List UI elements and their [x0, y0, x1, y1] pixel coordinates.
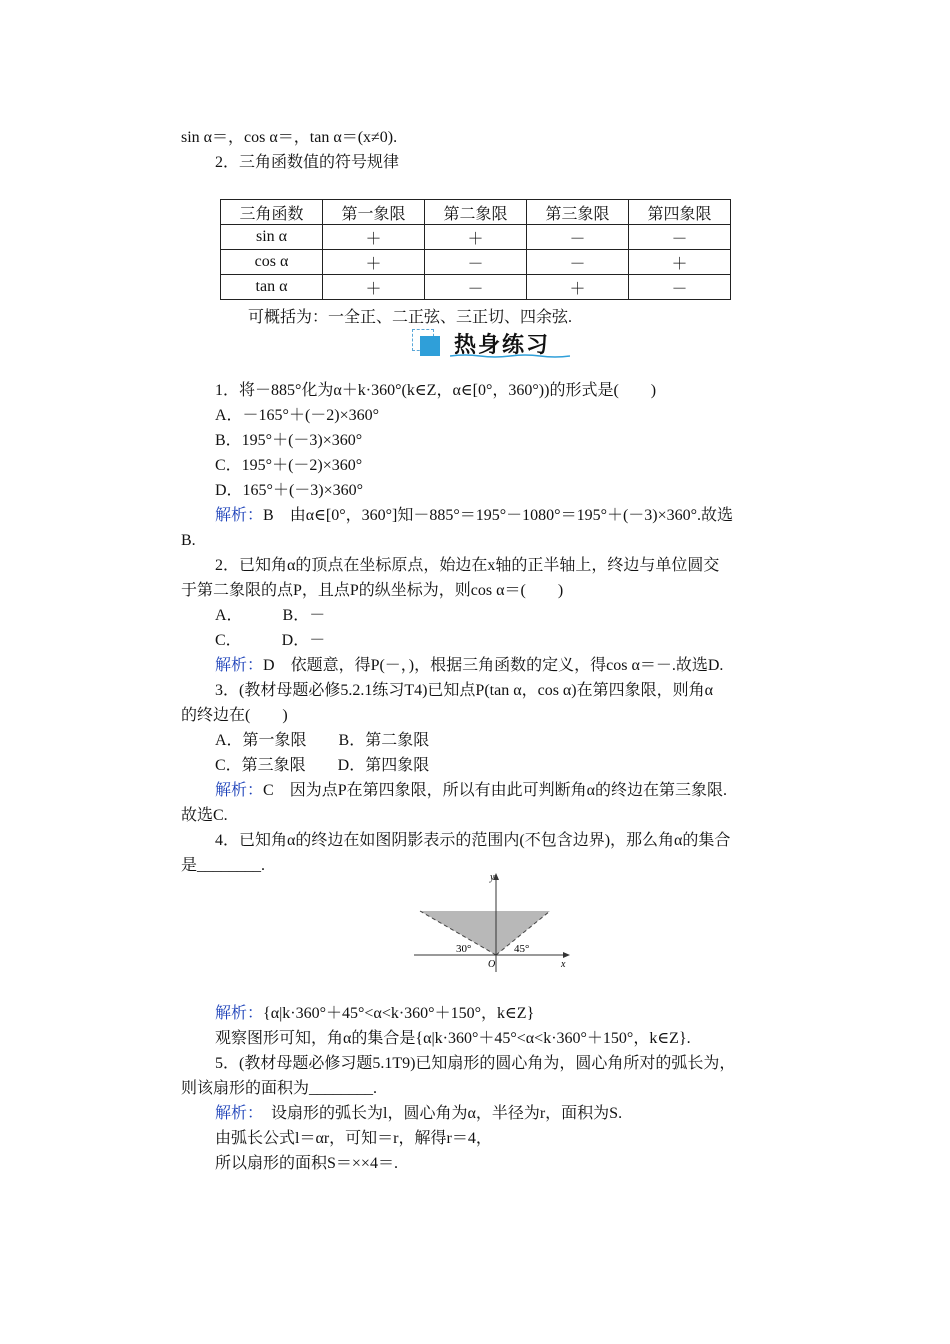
option: A．第一象限 B．第二象限	[215, 732, 430, 749]
table-cell: cos α	[221, 250, 323, 275]
question-3: 3．(教材母题必修5.2.1练习T4)已知点P(tan α，cos α)在第四象限，则角α	[215, 682, 714, 699]
answer-3-cont: 故选C.	[181, 807, 228, 824]
jiexi-label: 解析：	[215, 1005, 264, 1022]
banner-title: 热身练习	[454, 333, 551, 358]
answer-text: D 依题意，得P(－，)，根据三角函数的定义，得cos α＝－.故选D.	[263, 657, 724, 674]
angle-right-label: 45°	[514, 943, 530, 955]
table-cell: －	[527, 225, 629, 250]
table-row	[221, 225, 731, 250]
answer-4	[215, 1003, 534, 1025]
jiexi-label: 解析：	[215, 507, 264, 524]
answer-5-cont: 所以扇形的面积S＝××4＝.	[215, 1155, 398, 1172]
option: C．第三象限 D．第四象限	[215, 757, 430, 774]
jiexi-label: 解析：	[215, 782, 264, 799]
x-label: x	[561, 959, 566, 970]
table-header: 第一象限	[323, 200, 425, 225]
table-cell: －	[425, 275, 527, 300]
section-banner	[410, 328, 570, 358]
question-2: 2．已知角α的顶点在坐标原点，始边在x轴的正半轴上，终边与单位圆交	[215, 557, 720, 574]
answer-1-cont: B.	[181, 532, 196, 549]
option: C． D．－	[215, 632, 326, 649]
question-4: 4．已知角α的终边在如图阴影表示的范围内(不包含边界)，那么角α的集合	[215, 832, 731, 849]
sign-table	[220, 199, 731, 300]
answer-5	[215, 1103, 622, 1125]
banner-underline-icon	[450, 354, 570, 358]
answer-3	[215, 780, 727, 802]
option: A．－165°＋(－2)×360°	[215, 407, 380, 424]
table-header: 第四象限	[629, 200, 731, 225]
angle-figure	[410, 868, 580, 976]
section-heading: 2．三角函数值的符号规律	[215, 154, 400, 171]
table-cell: ＋	[323, 275, 425, 300]
table-cell: －	[425, 250, 527, 275]
x-arrow-icon	[563, 952, 570, 958]
table-cell: ＋	[527, 275, 629, 300]
jiexi-label: 解析：	[215, 1105, 256, 1122]
table-row	[221, 250, 731, 275]
table-cell: －	[527, 250, 629, 275]
y-label: y	[490, 872, 495, 883]
question-5: 5．(教材母题必修习题5.1T9)已知扇形的圆心角为，圆心角所对的弧长为，	[215, 1055, 736, 1072]
table-header: 第二象限	[425, 200, 527, 225]
angle-left-label: 30°	[456, 943, 472, 955]
option: C．195°＋(－2)×360°	[215, 457, 363, 474]
origin-label: O	[488, 959, 496, 970]
table-cell: ＋	[323, 225, 425, 250]
question-1: 1．将－885°化为α＋k·360°(k∈Z，α∈[0°，360°))的形式是( )	[215, 382, 657, 399]
question-4-cont: 是________.	[181, 857, 266, 874]
option: B．195°＋(－3)×360°	[215, 432, 363, 449]
table-cell: －	[629, 225, 731, 250]
answer-text: 设扇形的弧长为l，圆心角为α，半径为r，面积为S.	[255, 1105, 623, 1122]
question-3-cont: 的终边在( )	[181, 707, 288, 724]
table-cell: ＋	[323, 250, 425, 275]
table-header-row	[221, 200, 731, 225]
shaded-region	[420, 911, 550, 955]
summary-text: 可概括为：一全正、二正弦、三正切、四余弦.	[248, 309, 573, 326]
answer-2	[215, 655, 723, 677]
table-header: 三角函数	[221, 200, 323, 225]
table-cell: ＋	[629, 250, 731, 275]
answer-text: {α|k·360°＋45°<α<k·360°＋150°，k∈Z}	[263, 1005, 535, 1022]
option: D．165°＋(－3)×360°	[215, 482, 364, 499]
question-5-cont: 则该扇形的面积为________.	[181, 1080, 378, 1097]
formula-line: sin α＝，cos α＝，tan α＝(x≠0).	[181, 129, 398, 146]
answer-text: C 因为点P在第四象限，所以有由此可判断角α的终边在第三象限.	[263, 782, 727, 799]
option: A． B．－	[215, 607, 326, 624]
table-cell: tan α	[221, 275, 323, 300]
table-header: 第三象限	[527, 200, 629, 225]
question-2-cont: 于第二象限的点P，且点P的纵坐标为，则cos α＝( )	[181, 582, 564, 599]
table-cell: ＋	[425, 225, 527, 250]
answer-4-cont: 观察图形可知，角α的集合是{α|k·360°＋45°<α<k·360°＋150°，k∈Z}.	[215, 1030, 691, 1047]
table-row	[221, 275, 731, 300]
banner-square-icon	[420, 336, 440, 356]
table-cell: sin α	[221, 225, 323, 250]
answer-1	[215, 505, 733, 527]
answer-5-cont: 由弧长公式l＝αr，可知＝r，解得r＝4，	[215, 1130, 492, 1147]
jiexi-label: 解析：	[215, 657, 264, 674]
answer-text: B 由α∈[0°，360°]知－885°＝195°－1080°＝195°＋(－3)×360°.故选	[263, 507, 734, 524]
table-cell: －	[629, 275, 731, 300]
